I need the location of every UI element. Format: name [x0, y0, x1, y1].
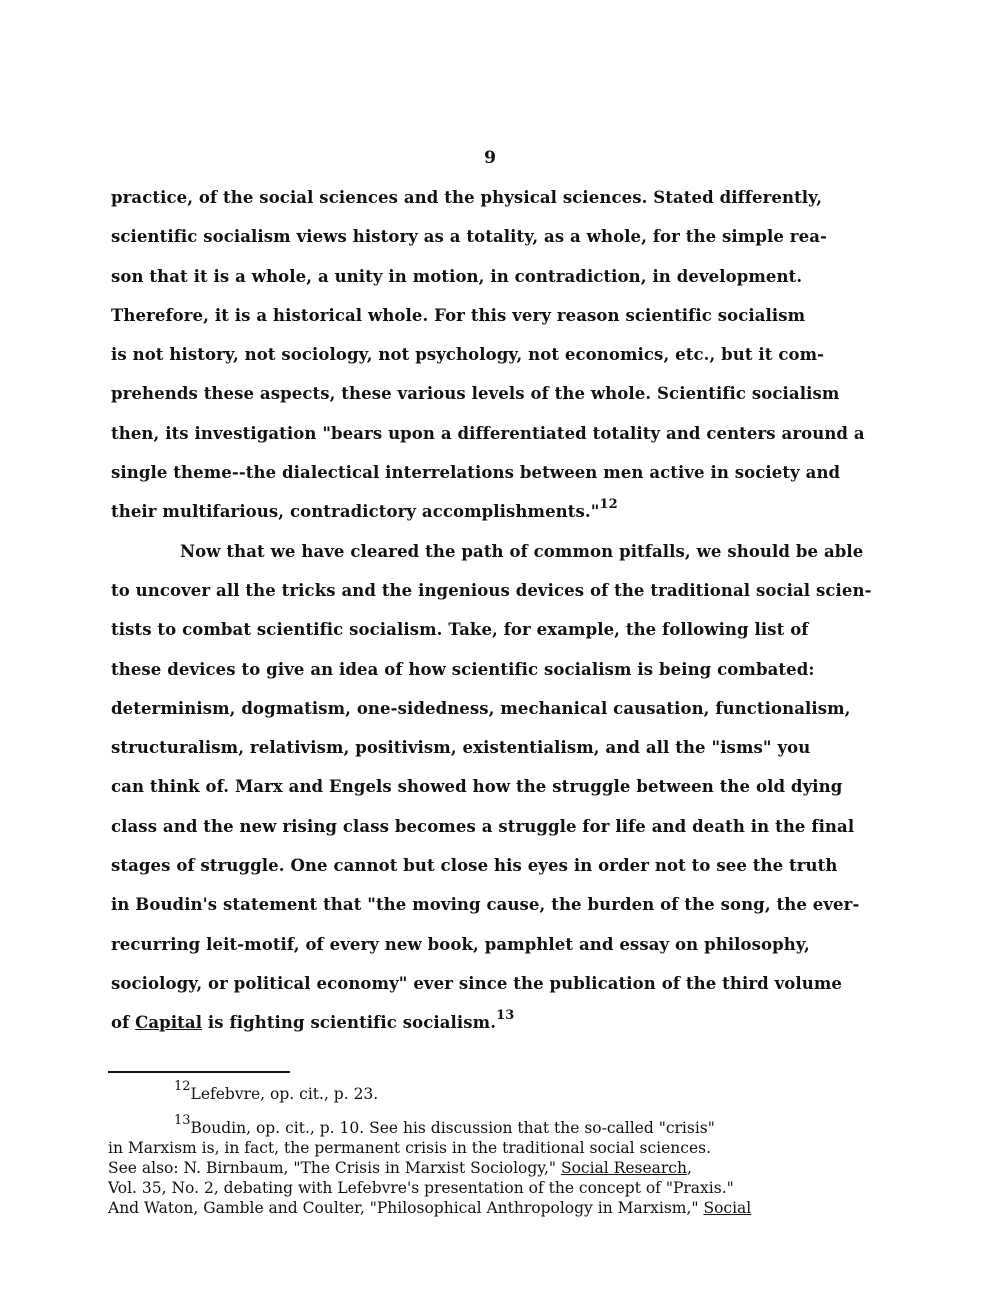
text-line: scientific socialism views history as a totality, as a whole, for the simple rea- — [111, 227, 827, 247]
footnote-reference-12: 12 — [599, 496, 618, 512]
footnotes — [108, 1078, 868, 1218]
footnote-12 — [108, 1078, 868, 1104]
footnote-13 — [108, 1112, 868, 1138]
footnote-line — [108, 1198, 868, 1218]
text-line: is not history, not sociology, not psychology, not economics, etc., but it com- — [111, 345, 825, 365]
text-line: can think of. Marx and Engels showed how the struggle between the old dying — [111, 777, 843, 797]
book-title-capital: Capital — [135, 1013, 203, 1033]
text-line: recurring leit-motif, of every new book, pamphlet and essay on philosophy, — [111, 934, 810, 954]
footnote-divider — [108, 1071, 290, 1073]
footnote-number: 12 — [174, 1078, 191, 1094]
text-line: stages of struggle. One cannot but close his eyes in order not to see the truth — [111, 856, 838, 876]
text-line: to uncover all the tricks and the ingenious devices of the traditional social scien- — [111, 580, 872, 600]
text-line: then, its investigation "bears upon a differentiated totality and centers around a — [111, 423, 865, 443]
footnote-line: Vol. 35, No. 2, debating with Lefebvre's presentation of the concept of "Praxis." — [108, 1179, 734, 1197]
footnote-line: in Marxism is, in fact, the permanent crisis in the traditional social sciences. — [108, 1139, 712, 1157]
footnote-text: See also: N. Birnbaum, "The Crisis in Marxist Sociology," — [108, 1159, 561, 1177]
footnote-text: Lefebvre, op. cit., p. 23. — [190, 1085, 379, 1103]
footnote-number: 13 — [174, 1112, 191, 1128]
text-line: Now that we have cleared the path of common pitfalls, we should be able — [180, 541, 864, 561]
body-text — [111, 178, 872, 1043]
text-line: prehends these aspects, these various levels of the whole. Scientific socialism — [111, 384, 840, 404]
footnote-reference-13: 13 — [496, 1007, 515, 1023]
text-line — [111, 1003, 851, 1042]
page-number: 9 — [484, 148, 496, 168]
journal-title: Social Research — [560, 1159, 687, 1177]
text-line: these devices to give an idea of how scientific socialism is being combated: — [111, 659, 815, 679]
text-line: sociology, or political economy" ever since the publication of the third volume — [111, 973, 843, 993]
text-prefix: of — [111, 1013, 136, 1033]
text-line: structuralism, relativism, positivism, existentialism, and all the "isms" you — [111, 738, 811, 758]
text-line: in Boudin's statement that "the moving cause, the burden of the song, the ever- — [111, 895, 860, 915]
footnote-text: And Waton, Gamble and Coulter, "Philosophical Anthropology in Marxism," — [108, 1199, 704, 1217]
text-line: determinism, dogmatism, one-sidedness, mechanical causation, functionalism, — [111, 698, 851, 718]
text-line-content: their multifarious, contradictory accomplishments." — [111, 502, 600, 522]
text-line: single theme--the dialectical interrelations between men active in society and — [111, 463, 841, 483]
text-line: son that it is a whole, a unity in motion, in contradiction, in development. — [111, 266, 803, 286]
journal-title: Social — [703, 1199, 752, 1217]
text-line: class and the new rising class becomes a struggle for life and death in the final — [111, 816, 855, 836]
footnote-line — [108, 1158, 868, 1178]
text-line: practice, of the social sciences and the physical sciences. Stated differently, — [111, 188, 823, 207]
footnote-text: , — [686, 1159, 692, 1177]
footnote-text: Boudin, op. cit., p. 10. See his discussion that the so-called "crisis" — [190, 1119, 715, 1137]
text-suffix: is fighting scientific socialism. — [202, 1013, 497, 1033]
text-line: tists to combat scientific socialism. Take, for example, the following list of — [111, 620, 809, 640]
text-line: Therefore, it is a historical whole. For this very reason scientific socialism — [111, 305, 806, 325]
text-line — [111, 492, 851, 531]
